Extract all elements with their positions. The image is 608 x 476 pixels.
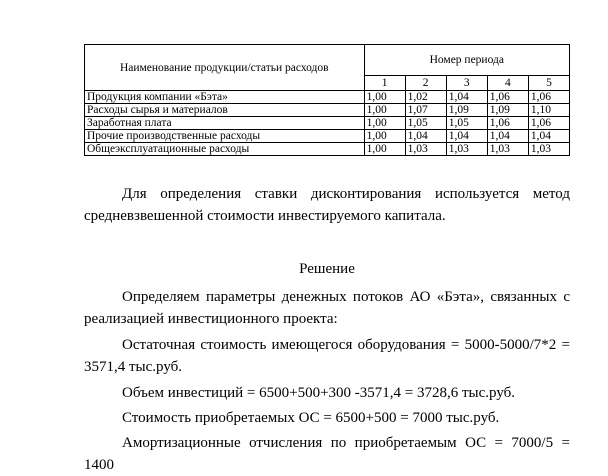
table-row — [85, 117, 570, 130]
table-row — [85, 91, 570, 104]
header-period-number: Номер периода — [364, 45, 569, 76]
cell-value: 1,09 — [446, 104, 487, 117]
cell-value: 1,04 — [446, 91, 487, 104]
section-heading: Решение — [299, 261, 355, 277]
cell-value: 1,03 — [405, 143, 446, 156]
table-row — [85, 104, 570, 117]
paragraph-residual-line2: 3571,4 тыс.руб. — [84, 359, 183, 375]
period-5: 5 — [528, 76, 569, 91]
table-header-row — [85, 45, 570, 76]
row-name: Заработная плата — [85, 117, 365, 130]
cell-value: 1,00 — [364, 117, 405, 130]
cell-value: 1,00 — [364, 91, 405, 104]
cell-value: 1,05 — [446, 117, 487, 130]
cell-value: 1,04 — [446, 130, 487, 143]
paragraph-params-line2: реализацией инвестиционного проекта: — [84, 311, 338, 327]
paragraph-params-line1: Определяем параметры денежных потоков АО «Бэта», связанных с — [122, 289, 570, 305]
paragraph-discount-line1: Для определения ставки дисконтирования используется метод — [122, 186, 570, 202]
cell-value: 1,06 — [528, 117, 569, 130]
paragraph-depreciation: Амортизационные отчисления по приобретаемым ОС = 7000/5 = 1400 — [84, 435, 570, 473]
cell-value: 1,06 — [487, 91, 528, 104]
table-row — [85, 143, 570, 156]
period-1: 1 — [364, 76, 405, 91]
paragraph-residual-line1: Остаточная стоимость имеющегося оборудования = 5000-5000/7*2 = — [122, 337, 570, 353]
cell-value: 1,04 — [487, 130, 528, 143]
cell-value: 1,03 — [528, 143, 569, 156]
cell-value: 1,07 — [405, 104, 446, 117]
cell-value: 1,06 — [528, 91, 569, 104]
cell-value: 1,05 — [405, 117, 446, 130]
period-3: 3 — [446, 76, 487, 91]
paragraph-discount-line2: средневзвешенной стоимости инвестируемого капитала. — [84, 208, 446, 224]
period-4: 4 — [487, 76, 528, 91]
paragraph-investment: Объем инвестиций = 6500+500+300 -3571,4 = 3728,6 тыс.руб. — [122, 385, 516, 401]
cell-value: 1,10 — [528, 104, 569, 117]
cell-value: 1,03 — [487, 143, 528, 156]
cell-value: 1,06 — [487, 117, 528, 130]
paragraph-fixed-assets: Стоимость приобретаемых ОС = 6500+500 = 7000 тыс.руб. — [122, 410, 500, 426]
row-name: Расходы сырья и материалов — [85, 104, 365, 117]
row-name: Прочие производственные расходы — [85, 130, 365, 143]
period-2: 2 — [405, 76, 446, 91]
cell-value: 1,04 — [528, 130, 569, 143]
period-index-table — [84, 44, 570, 156]
row-name: Общеэксплуатационные расходы — [85, 143, 365, 156]
cell-value: 1,03 — [446, 143, 487, 156]
cell-value: 1,00 — [364, 130, 405, 143]
table-row — [85, 130, 570, 143]
cell-value: 1,00 — [364, 143, 405, 156]
header-product-name: Наименование продукции/статьи расходов — [85, 45, 365, 91]
cell-value: 1,04 — [405, 130, 446, 143]
cell-value: 1,02 — [405, 91, 446, 104]
cell-value: 1,09 — [487, 104, 528, 117]
cell-value: 1,00 — [364, 104, 405, 117]
row-name: Продукция компании «Бэта» — [85, 91, 365, 104]
